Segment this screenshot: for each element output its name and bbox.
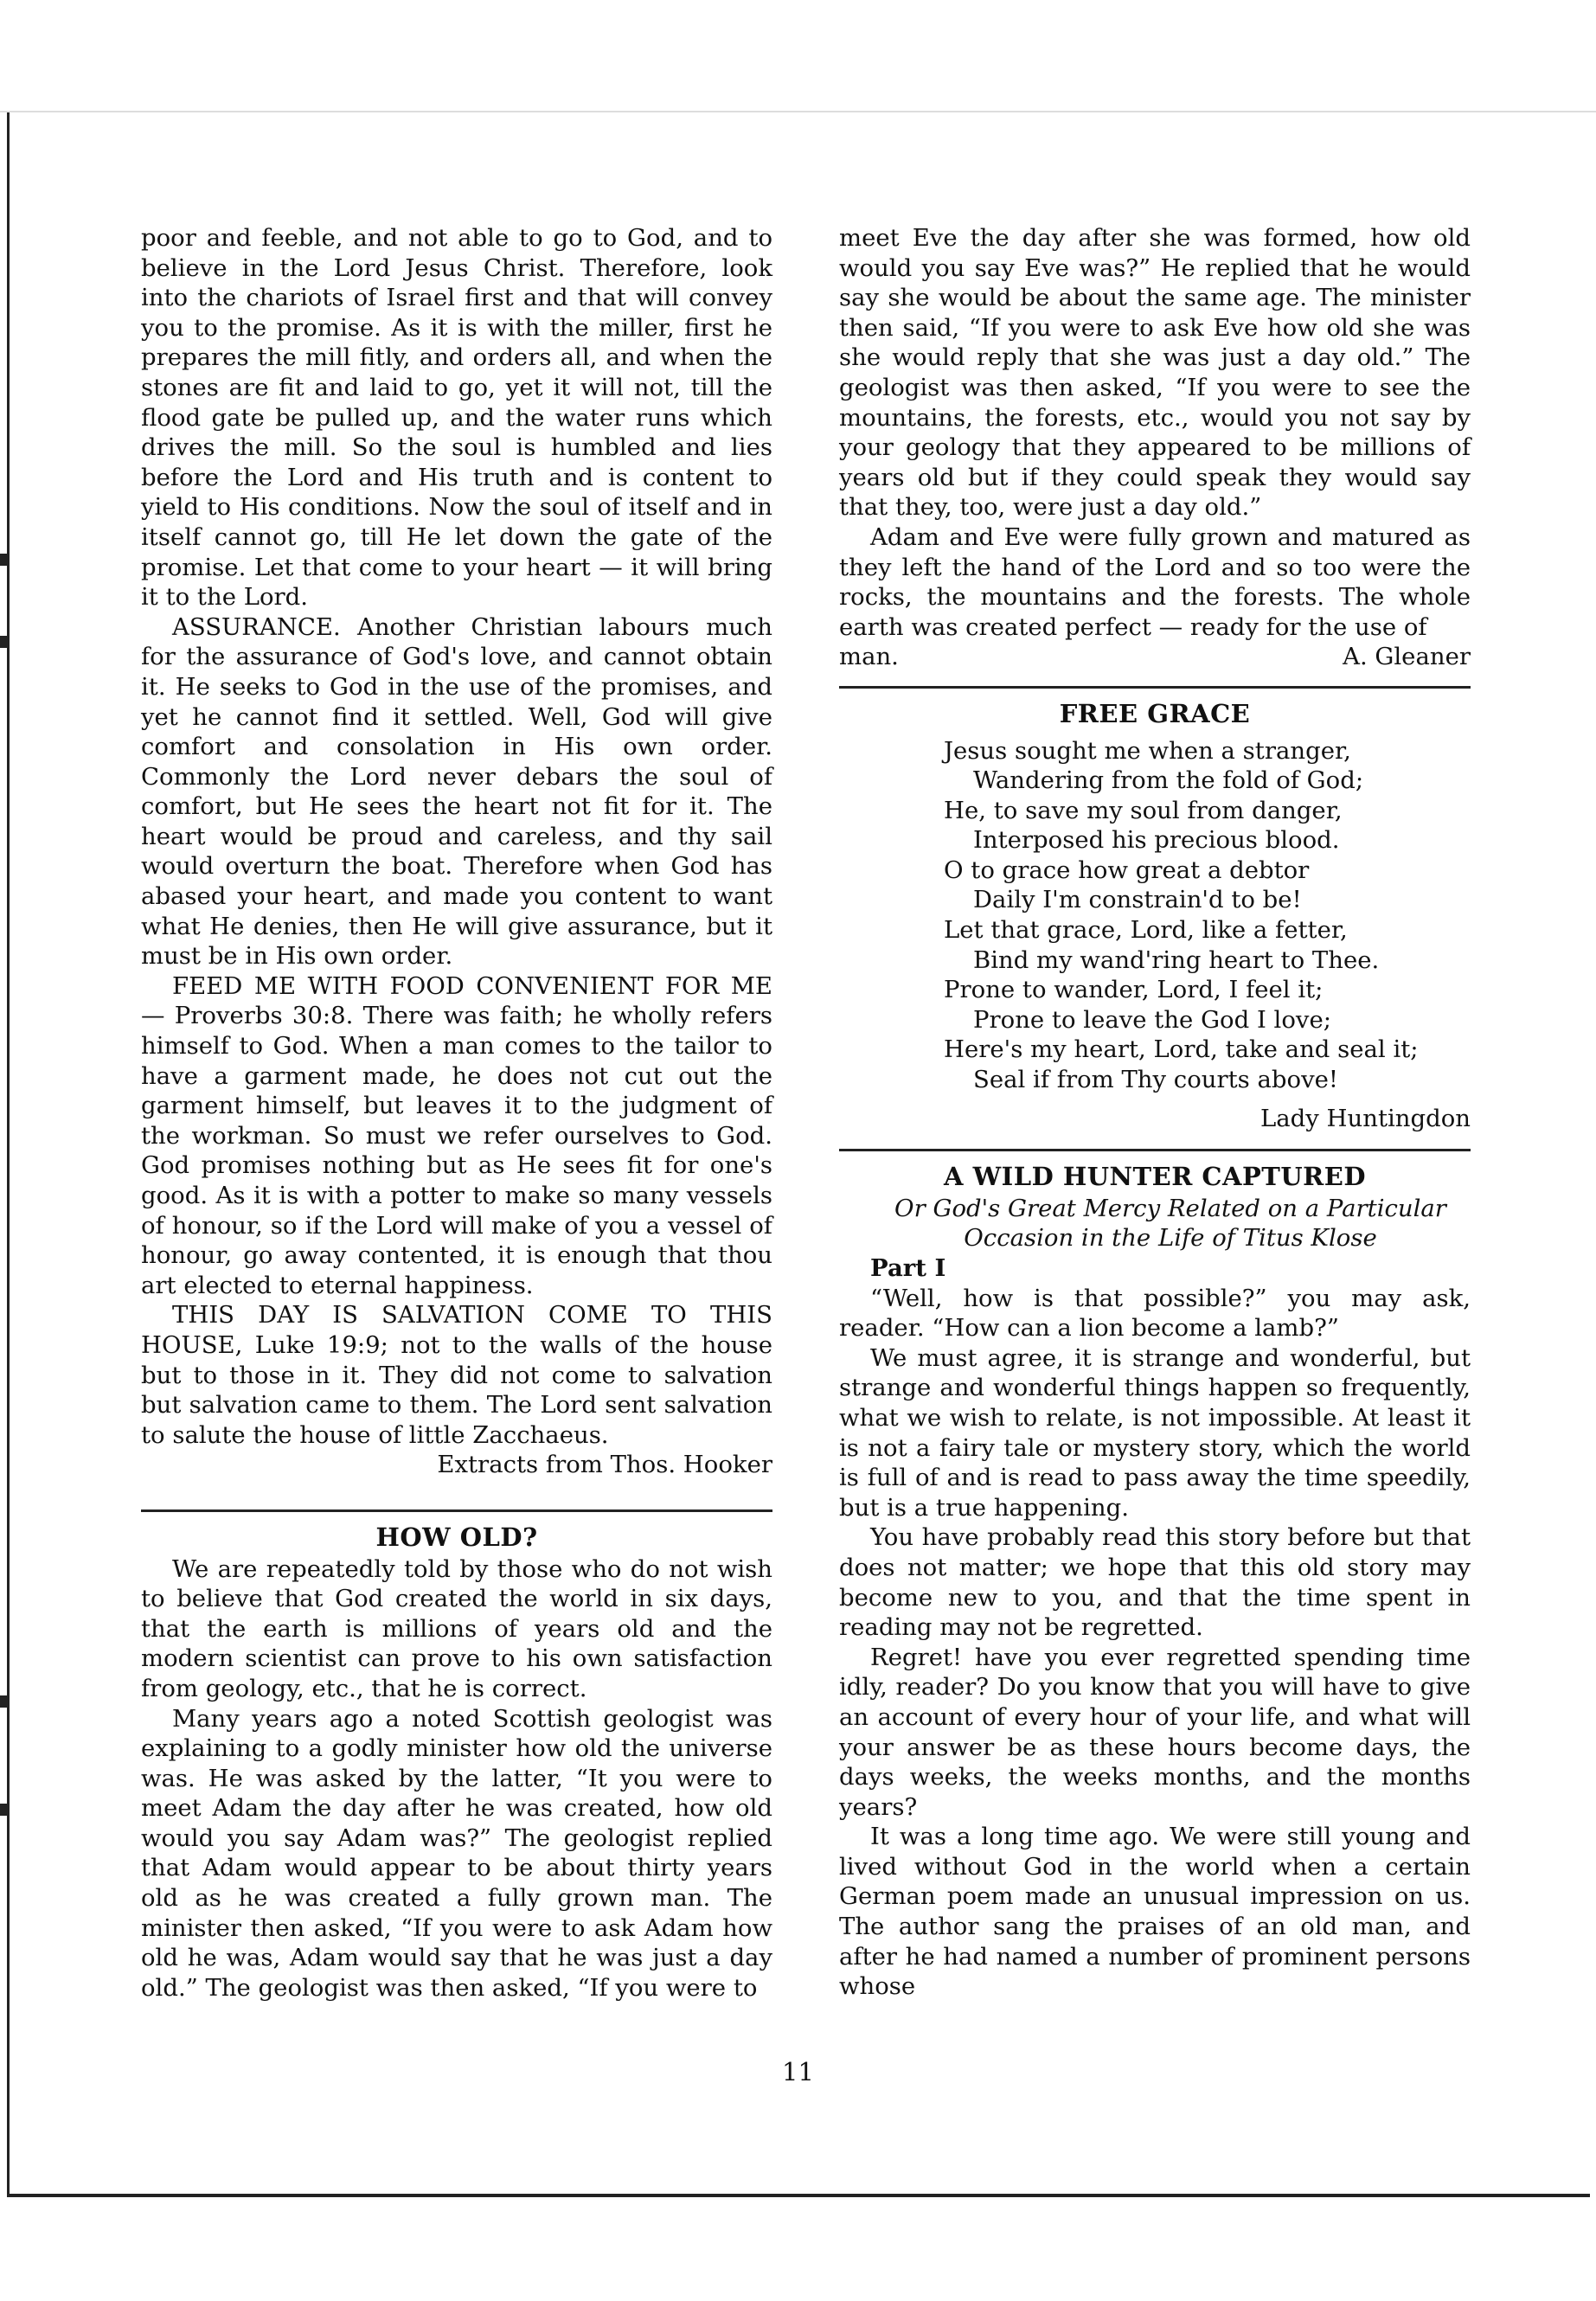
paragraph-this-day: THIS DAY IS SALVATION COME TO THIS HOUSE, Luke 19:9; not to the walls of the house but to those in it. They did not come to salvation but salvation came to them. The Lord sent salvation to salute the house of little Zacchaeus.	[141, 1301, 772, 1449]
paragraph: Regret! have you ever regretted spending time idly, reader? Do you know that you will have to give an account of every hour of your life, and what will your answer be as these hours become days, the days weeks, the weeks months, and the months years?	[839, 1643, 1471, 1821]
poem-line: Prone to leave the God I love;	[973, 1005, 1331, 1034]
poem-line: Daily I'm constrain'd to be!	[973, 886, 1302, 914]
signature-line	[839, 642, 1471, 672]
margin-mark	[0, 1804, 9, 1816]
section-title-how-old: HOW OLD?	[375, 1522, 538, 1552]
left-column	[141, 223, 772, 2003]
section-title-free-grace: FREE GRACE	[1059, 698, 1251, 728]
page-number: 11	[782, 2057, 814, 2086]
part-heading: Part I	[870, 1254, 946, 1282]
paragraph: Adam and Eve were fully grown and matured as they left the hand of the Lord and so too were the rocks, the mountains and the forests. The whole earth was created perfect — ready for the use of	[839, 522, 1471, 641]
poem-line: He, to save my soul from danger,	[944, 796, 1343, 824]
right-column	[839, 223, 1471, 2002]
poem-line: Prone to wander, Lord, I feel it;	[944, 976, 1324, 1004]
attribution: Lady Huntingdon	[1260, 1104, 1471, 1132]
poem-line: Interposed his precious blood.	[973, 826, 1340, 855]
page-left-edge	[7, 112, 10, 2197]
paragraph: We are repeatedly told by those who do not wish to believe that God created the world in six days, that the earth is millions of years old and the modern scientist can prove to his own satisfaction from geology, etc., that he is correct.	[141, 1554, 772, 1702]
paragraph: We must agree, it is strange and wonderful, but strange and wonderful things happen so frequently, what we wish to relate, is not impossible. At least it is not a fairy tale or mystery story, which the world is full of and is read to pass away the time speedily, but is a true happening.	[839, 1343, 1471, 1522]
poem	[913, 736, 1471, 1095]
page-bottom-edge	[7, 2194, 1590, 2197]
poem-line: O to grace how great a debtor	[944, 856, 1310, 884]
subtitle: Occasion in the Life of Titus Klose	[964, 1224, 1377, 1253]
paragraph: Many years ago a noted Scottish geologist was explaining to a godly minister how old the universe was. He was asked by the latter, “It you were to meet Adam the day after he was created, how old would you say Adam was?” The geologist replied that Adam would appear to be about thirty years old as he was created a fully grown man. The minister then asked, “If you were to ask Adam how old he was, Adam would say that he was just a day old.” The geologist was then asked, “If you were to	[141, 1704, 772, 2002]
paragraph-end: man.	[839, 643, 899, 671]
margin-mark	[0, 554, 9, 566]
section-divider	[839, 1149, 1471, 1151]
paragraph-feed-me: FEED ME WITH FOOD CONVENIENT FOR ME — Proverbs 30:8. There was faith; he wholly refers himself to God. When a man comes to the tailor to have a garment made, he does not cut out the garment himself, but leaves it to the judgment of the workman. So must we refer ourselves to God. God promises nothing but as He sees fit for one's good. As it is with a potter to make so many vessels of honour, so if the Lord will make of you a vessel of honour, go away contented, it is enough that thou art elected to eternal happiness.	[141, 971, 772, 1299]
attribution: A. Gleaner	[1343, 643, 1471, 671]
section-divider	[839, 686, 1471, 689]
section-divider	[141, 1509, 772, 1512]
poem-line: Bind my wand'ring heart to Thee.	[973, 945, 1380, 974]
paragraph: poor and feeble, and not able to go to God, and to believe in the Lord Jesus Christ. Therefore, look into the chariots of Israel first and that will convey you to the promise. As it is with the miller, first he prepares the mill fitly, and orders all, and when the stones are fit and laid to go, yet it will not, till the flood gate be pulled up, and the water runs which drives the mill. So the soul is humbled and lies before the Lord and His truth and is content to yield to His conditions. Now the soul of itself and in itself cannot go, till He let down the gate of the promise. Let that come to your heart — it will bring it to the Lord.	[141, 224, 772, 612]
poem-line: Seal if from Thy courts above!	[973, 1066, 1338, 1094]
poem-line: Wandering from the fold of God;	[973, 766, 1364, 795]
paragraph: You have probably read this story before but that does not matter; we hope that this old story may become new to you, and that the time spent in reading may not be regretted.	[839, 1523, 1471, 1642]
poem-line: Here's my heart, Lord, take and seal it;	[944, 1035, 1419, 1064]
margin-mark	[0, 1695, 9, 1708]
section-title-wild-hunter: A WILD HUNTER CAPTURED	[943, 1162, 1367, 1192]
subtitle: Or God's Great Mercy Related on a Particular	[894, 1194, 1446, 1222]
paragraph-assurance: ASSURANCE. Another Christian labours much for the assurance of God's love, and cannot obtain it. He seeks to God in the use of the promises, and yet he cannot find it settled. Well, God will give comfort and consolation in His own order. Commonly the Lord never debars the soul of comfort, but He sees the heart not fit for it. The heart would be proud and careless, and thy sail would overturn the boat. Therefore when God has abased your heart, and made you content to want what He denies, then He will give assurance, but it must be in His own order.	[141, 612, 772, 971]
attribution: Extracts from Thos. Hooker	[437, 1451, 772, 1479]
paragraph: It was a long time ago. We were still young and lived without God in the world when a certain German poem made an unusual impression on us. The author sang the praises of an old man, and after he had named a number of prominent persons whose	[839, 1823, 1471, 2001]
paragraph: “Well, how is that possible?” you may ask, reader. “How can a lion become a lamb?”	[839, 1284, 1471, 1343]
paragraph: meet Eve the day after she was formed, how old would you say Eve was?” He replied that he would say she would be about the same age. The minister then said, “If you were to ask Eve how old she was she would reply that she was just a day old.” The geologist was then asked, “If you were to see the mountains, the forests, etc., would you not say by your geology that they appeared to be millions of years old but if they could speak they would say that they, too, were just a day old.”	[839, 224, 1471, 522]
page-top-edge	[0, 111, 1596, 112]
poem-line: Jesus sought me when a stranger,	[944, 736, 1351, 765]
margin-mark	[0, 636, 9, 648]
poem-line: Let that grace, Lord, like a fetter,	[944, 916, 1348, 945]
